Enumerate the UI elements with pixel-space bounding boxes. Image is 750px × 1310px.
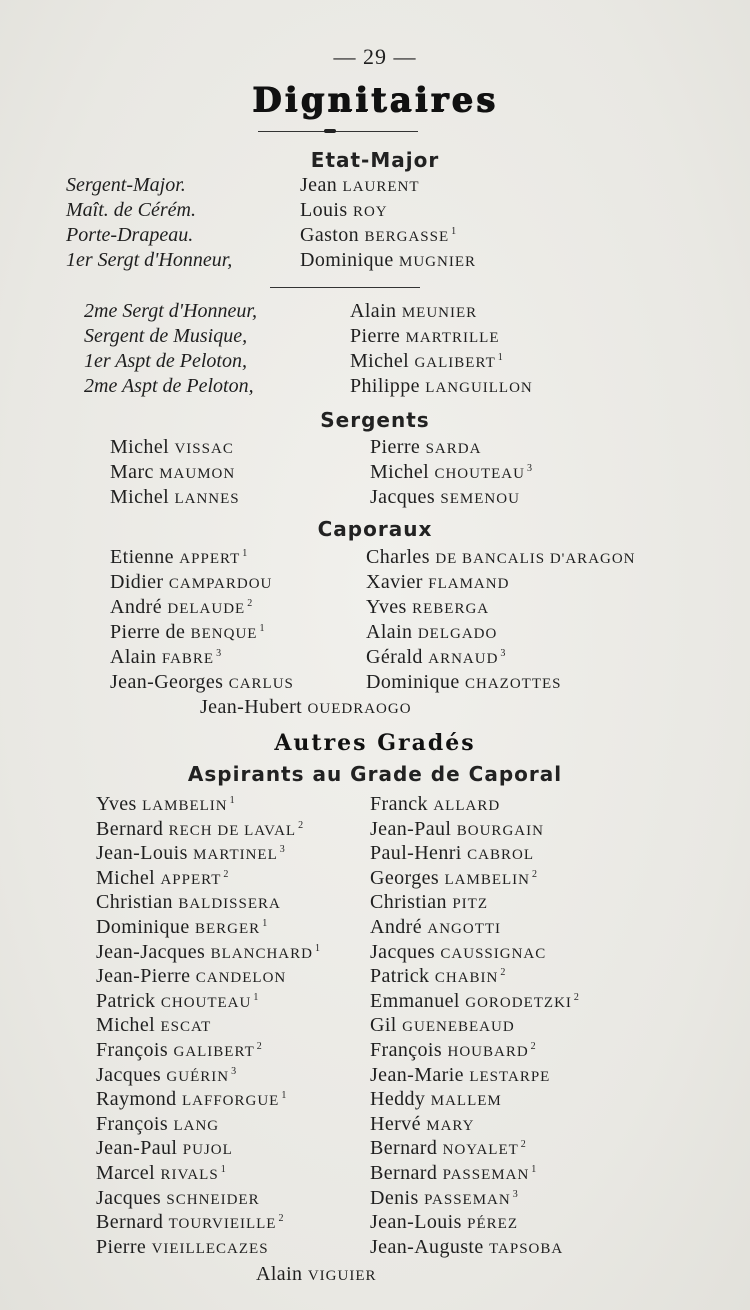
last-name: CHABIN: [434, 970, 499, 987]
last-name: VISSAC: [174, 441, 234, 457]
last-name: ARNAUD: [428, 651, 499, 667]
dignitary-entry: [300, 199, 390, 222]
first-name: Jean-Georges: [110, 671, 224, 693]
first-name: Pierre de: [110, 621, 186, 643]
first-name: Jean-Pierre: [96, 965, 191, 988]
first-name: Marc: [110, 461, 154, 483]
last-name: MALLEM: [430, 1093, 502, 1110]
aspirant-entry: [96, 1162, 226, 1185]
aspirant-entry: [370, 891, 490, 914]
aspirant-entry: [96, 916, 268, 939]
last-name: LESTARPE: [469, 1068, 551, 1085]
first-name: Hervé: [370, 1112, 421, 1135]
first-name: Alain: [350, 300, 397, 322]
section-heading-caporaux: Caporaux: [317, 517, 433, 541]
caporal-entry: [110, 596, 253, 619]
page-number: — 29 —: [333, 44, 417, 69]
aspirant-entry: [370, 1137, 526, 1160]
last-name: CHOUTEAU: [434, 466, 525, 482]
dignitary-entry: [350, 300, 479, 323]
first-name: Michel: [370, 461, 430, 483]
last-name: FABRE: [161, 651, 215, 667]
aspirant-entry: [96, 1137, 235, 1160]
first-name: Marcel: [96, 1162, 156, 1184]
footnote-marker: 2: [298, 819, 304, 831]
footnote-marker: 1: [314, 942, 321, 954]
caporal-entry: [366, 596, 491, 619]
footnote-marker: 1: [229, 795, 236, 806]
dignitary-entry: [300, 224, 457, 247]
last-name: BALDISSERA: [178, 896, 281, 913]
last-name: CAUSSIGNAC: [440, 945, 547, 962]
dignitary-entry: [350, 325, 502, 348]
first-name: Emmanuel: [370, 989, 460, 1012]
last-name: MARY: [426, 1117, 475, 1134]
last-name: LANG: [173, 1117, 220, 1134]
dignitary-entry: [350, 350, 503, 373]
section-heading-etat-major: Etat-Major: [310, 148, 440, 172]
last-name: PITZ: [452, 896, 489, 913]
footnote-marker: 2: [223, 868, 229, 880]
first-name: Georges: [370, 866, 440, 889]
first-name: Patrick: [96, 989, 156, 1012]
role-title: Porte-Drapeau.: [66, 224, 194, 246]
last-name: BLANCHARD: [210, 945, 313, 962]
first-name: Jean-Louis: [370, 1211, 462, 1234]
first-name: Jean-Paul: [96, 1137, 178, 1160]
last-name: RECH DE LAVAL: [168, 822, 297, 839]
last-name: ANGOTTI: [427, 921, 502, 937]
aspirant-entry: [96, 1211, 284, 1234]
last-name: HOUBARD: [447, 1044, 529, 1060]
first-name: Jacques: [96, 1186, 161, 1209]
aspirant-entry: [96, 1113, 221, 1136]
first-name: Patrick: [370, 965, 430, 988]
first-name: Alain: [110, 646, 157, 668]
footnote-marker: 1: [253, 991, 259, 1003]
aspirant-entry: [96, 1014, 213, 1037]
sergent-entry: [370, 436, 483, 459]
aspirant-entry: [96, 1064, 236, 1087]
last-name: BENQUE: [190, 626, 258, 642]
last-name: ROY: [352, 204, 388, 220]
last-name: SEMENOU: [440, 491, 520, 507]
sergent-entry: [110, 436, 236, 459]
last-name: DELAUDE: [167, 601, 246, 617]
first-name: Michel: [350, 350, 410, 372]
first-name: Pierre: [350, 325, 401, 347]
first-name: François: [370, 1039, 443, 1061]
aspirant-entry: [96, 1187, 262, 1210]
first-name: Bernard: [370, 1162, 438, 1184]
page-title: Dignitaires: [251, 80, 499, 120]
aspirant-entry: [96, 941, 320, 964]
aspirant-entry: [370, 1039, 536, 1062]
caporal-entry: [366, 646, 506, 669]
first-name: Bernard: [96, 1211, 164, 1234]
aspirant-entry: [96, 818, 304, 841]
footnote-marker: 2: [500, 967, 506, 979]
last-name: DELGADO: [417, 626, 498, 642]
first-name: Michel: [110, 486, 170, 508]
last-name: GUÉRIN: [166, 1068, 230, 1085]
footnote-marker: 1: [497, 352, 504, 363]
first-name: Jean-Jacques: [96, 940, 206, 963]
first-name: Jacques: [370, 940, 435, 963]
footnote-marker: 1: [262, 918, 268, 929]
caporal-entry: [110, 671, 296, 694]
first-name: François: [96, 1039, 169, 1061]
first-name: Paul-Henri: [370, 842, 462, 865]
footnote-marker: 1: [531, 1164, 537, 1175]
first-name: Gaston: [300, 224, 360, 246]
first-name: Raymond: [96, 1088, 177, 1111]
footnote-marker: 1: [281, 1090, 287, 1102]
last-name: GALIBERT: [414, 355, 496, 371]
footnote-marker: 1: [242, 548, 248, 559]
footnote-marker: 1: [220, 1164, 227, 1175]
aspirant-entry: [96, 990, 259, 1013]
last-name: TOURVIEILLE: [168, 1216, 277, 1233]
aspirant-entry: [370, 1014, 517, 1037]
last-name: CAMPARDOU: [168, 576, 273, 592]
last-name: MARTRILLE: [405, 330, 500, 346]
last-name: SARDA: [425, 441, 482, 457]
first-name: Jacques: [96, 1063, 161, 1086]
first-name: Bernard: [370, 1137, 438, 1160]
footnote-marker: 3: [500, 648, 506, 659]
first-name: Jean: [300, 174, 338, 196]
first-name: Alain: [366, 621, 413, 643]
footnote-marker: 2: [573, 991, 580, 1003]
first-name: Louis: [300, 199, 348, 221]
title-rule-ornament: [324, 129, 336, 133]
last-name: CARLUS: [228, 676, 294, 692]
section-heading-autres-grades: Autres Gradés: [274, 730, 476, 756]
first-name: Denis: [370, 1186, 419, 1209]
aspirant-entry: [370, 1211, 520, 1234]
first-name: Yves: [96, 793, 137, 815]
last-name: SCHNEIDER: [166, 1191, 260, 1208]
aspirant-entry: [370, 793, 502, 816]
aspirant-entry: [370, 842, 536, 865]
first-name: Pierre: [96, 1235, 147, 1258]
role-title: 2me Aspt de Peloton,: [84, 375, 254, 397]
sergent-entry: [110, 486, 242, 509]
last-name: CANDELON: [195, 970, 287, 987]
role-title: 1er Sergt d'Honneur,: [66, 249, 233, 271]
role-title: Maît. de Cérém.: [66, 199, 196, 221]
last-name: BERGASSE: [364, 229, 450, 245]
aspirant-entry: [370, 916, 503, 939]
first-name: Philippe: [350, 375, 420, 397]
footnote-marker: 2: [247, 598, 253, 609]
aspirant-entry: [96, 1088, 287, 1111]
caporaux-last-entry: Jean-Hubert OUEDRAOGO: [200, 696, 412, 718]
aspirant-entry: [96, 1236, 271, 1259]
last-name: GUENEBEAUD: [402, 1019, 515, 1036]
last-name: PASSEMAN: [442, 1167, 530, 1183]
first-name: Dominique: [366, 671, 460, 693]
first-name: Jacques: [370, 486, 435, 508]
first-name: Franck: [370, 793, 428, 815]
aspirant-entry: [370, 1162, 537, 1185]
aspirant-entry: [96, 1039, 262, 1062]
first-name: Gérald: [366, 646, 423, 668]
first-name: Dominique: [300, 249, 394, 271]
last-name: LANNES: [174, 491, 240, 507]
last-name: APPERT: [179, 551, 241, 567]
section-heading-sergents: Sergents: [320, 408, 430, 432]
last-name: REBERGA: [412, 601, 490, 617]
sergent-entry: [370, 461, 532, 484]
last-name: MAUMON: [159, 466, 236, 482]
first-name: Etienne: [110, 546, 174, 568]
first-name: François: [96, 1112, 169, 1135]
last-name: MEUNIER: [401, 305, 478, 321]
caporal-entry: [366, 621, 499, 644]
footnote-marker: 2: [520, 1139, 527, 1151]
last-name: ESCAT: [160, 1019, 212, 1036]
first-name: Pierre: [370, 436, 421, 458]
last-name: GALIBERT: [173, 1044, 255, 1060]
first-name: Jean-Auguste: [370, 1235, 484, 1258]
first-name: Dominique: [96, 916, 190, 938]
first-name: Michel: [110, 436, 170, 458]
aspirant-entry: [370, 818, 546, 841]
footnote-marker: 2: [256, 1041, 263, 1052]
last-name: PASSEMAN: [424, 1191, 511, 1208]
dignitary-entry: [350, 375, 535, 398]
aspirant-entry: [96, 842, 285, 865]
aspirant-entry: [96, 793, 235, 816]
last-name: CHAZOTTES: [465, 676, 562, 692]
last-name: CHOUTEAU: [160, 994, 252, 1011]
caporal-entry: [366, 671, 564, 694]
footnote-marker: 2: [530, 1041, 537, 1052]
footnote-marker: 1: [259, 623, 265, 634]
last-name: RIVALS: [160, 1167, 219, 1183]
first-name: Jean-Paul: [370, 817, 452, 840]
last-name: MARTINEL: [193, 847, 278, 864]
first-name: André: [370, 916, 422, 938]
role-title: 1er Aspt de Peloton,: [84, 350, 247, 372]
last-name: PUJOL: [182, 1142, 233, 1159]
first-name: Jean-Louis: [96, 842, 188, 865]
title-rule: [258, 131, 418, 132]
aspirant-entry: [370, 1187, 518, 1210]
first-name: Xavier: [366, 571, 423, 593]
section-divider: [270, 287, 420, 288]
aspirant-entry: [370, 1113, 476, 1136]
footnote-marker: 3: [279, 844, 286, 856]
footnote-marker: 1: [451, 226, 457, 237]
footnote-marker: 3: [526, 463, 533, 474]
last-name: NOYALET: [442, 1142, 519, 1159]
footnote-marker: 3: [231, 1065, 237, 1077]
last-name: CABROL: [467, 847, 535, 864]
role-title: 2me Sergt d'Honneur,: [84, 300, 257, 322]
last-name: LAFFORGUE: [181, 1093, 280, 1110]
caporal-entry: [366, 571, 511, 594]
sergent-entry: [110, 461, 237, 484]
dignitary-entry: [300, 249, 478, 272]
aspirant-entry: [370, 1088, 504, 1111]
footnote-marker: 2: [532, 868, 538, 880]
first-name: Yves: [366, 596, 407, 618]
caporal-entry: [366, 546, 638, 569]
subheading-aspirants: Aspirants au Grade de Caporal: [187, 762, 563, 786]
last-name: DE BANCALIS D'ARAGON: [435, 551, 636, 567]
aspirant-entry: [96, 891, 283, 914]
last-name: MUGNIER: [399, 254, 476, 270]
role-title: Sergent de Musique,: [84, 325, 248, 347]
first-name: Heddy: [370, 1088, 426, 1111]
aspirant-entry: [96, 965, 288, 988]
last-name: PÉREZ: [467, 1216, 519, 1233]
last-name: TAPSOBA: [489, 1240, 564, 1257]
last-name: APPERT: [160, 871, 222, 888]
aspirant-entry: [370, 1064, 552, 1087]
first-name: Michel: [96, 1014, 156, 1037]
last-name: LAMBELIN: [142, 798, 228, 814]
last-name: VIEILLECAZES: [151, 1240, 269, 1257]
role-title: Sergent-Major.: [66, 174, 186, 196]
aspirant-entry: [370, 1236, 565, 1259]
first-name: Christian: [370, 891, 447, 914]
first-name: Didier: [110, 571, 164, 593]
dignitary-entry: [300, 174, 422, 197]
last-name: BOURGAIN: [456, 822, 544, 839]
caporal-entry: [110, 646, 221, 669]
caporal-entry: [110, 546, 248, 569]
first-name: André: [110, 596, 162, 618]
aspirant-entry: [370, 867, 537, 890]
first-name: Christian: [96, 891, 173, 914]
last-name: ALLARD: [433, 798, 501, 814]
last-name: LAMBELIN: [444, 871, 530, 888]
first-name: Gil: [370, 1014, 397, 1037]
first-name: Jean-Marie: [370, 1063, 464, 1086]
sergent-entry: [370, 486, 522, 509]
first-name: Charles: [366, 546, 430, 568]
last-name: LAURENT: [342, 179, 420, 195]
footnote-marker: 3: [512, 1188, 519, 1200]
aspirant-entry: [370, 990, 579, 1013]
footnote-marker: 3: [216, 648, 222, 659]
last-name: FLAMAND: [428, 576, 510, 592]
aspirant-entry: [370, 965, 506, 988]
first-name: Bernard: [96, 817, 164, 840]
aspirant-entry: [370, 941, 548, 964]
aspirant-entry: [96, 867, 229, 890]
first-name: Michel: [96, 866, 156, 889]
aspirants-last-entry: Alain VIGUIER: [256, 1263, 377, 1285]
caporal-entry: [110, 621, 265, 644]
last-name: GORODETZKI: [465, 994, 572, 1011]
footnote-marker: 2: [278, 1213, 284, 1225]
caporal-entry: [110, 571, 274, 594]
last-name: LANGUILLON: [425, 380, 533, 396]
last-name: BERGER: [195, 921, 261, 937]
